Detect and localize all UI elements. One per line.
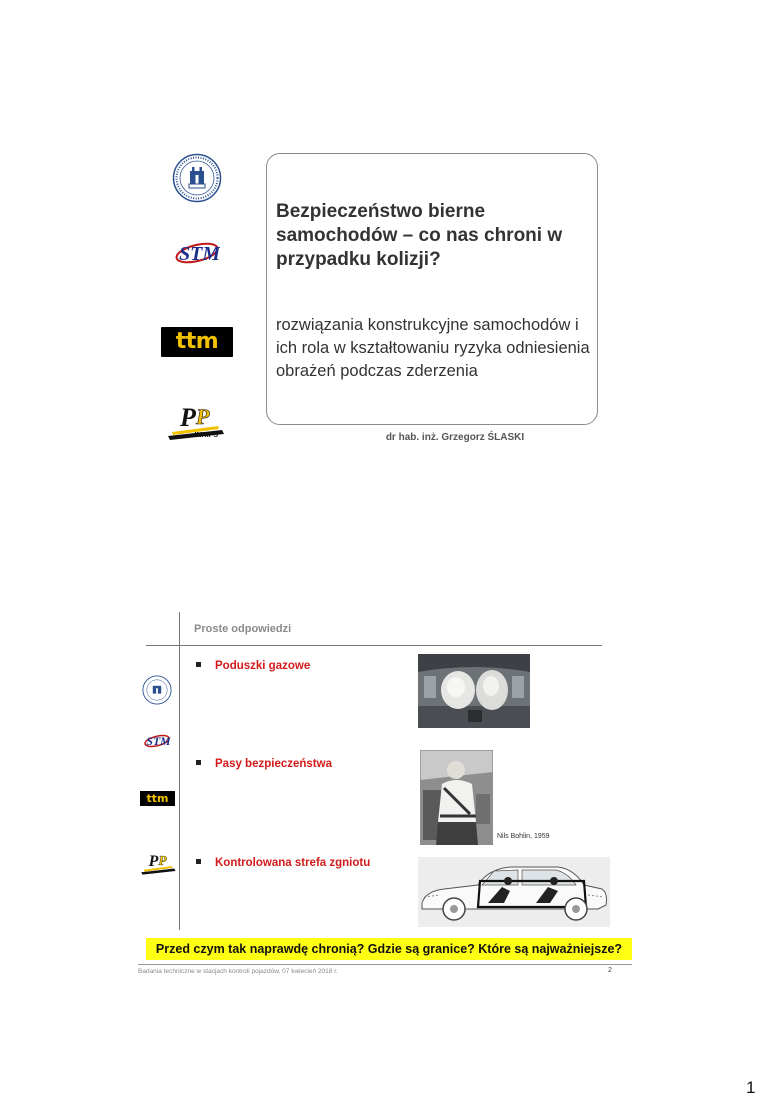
svg-text:P: P xyxy=(196,404,210,429)
bullet-seatbelts xyxy=(196,758,332,770)
bullet-label: Kontrolowana strefa zgniotu xyxy=(215,857,371,869)
bullet-square-icon xyxy=(196,760,201,765)
pimrips-logo xyxy=(166,402,228,440)
crumple-zone-diagram xyxy=(418,857,610,927)
slide2-vertical-divider xyxy=(179,612,180,930)
slide2-footer: Badania techniczne w stacjach kontroli pojazdów, 07 kwiecień 2018 r. xyxy=(138,968,338,975)
ttm-logo: ttm xyxy=(161,327,233,357)
svg-text:P: P xyxy=(158,852,167,868)
bullet-crumple-zone xyxy=(196,857,370,869)
university-seal-logo-small xyxy=(142,675,172,705)
pimrips-logo-small xyxy=(140,851,178,875)
university-seal-logo xyxy=(172,153,222,203)
bullet-square-icon xyxy=(196,662,201,667)
airbag-photo xyxy=(418,654,530,728)
slide2-footer-divider xyxy=(138,964,632,965)
slide2-header: Proste odpowiedzi xyxy=(194,623,292,635)
slide2-number: 2 xyxy=(608,967,612,974)
slide2-horizontal-divider xyxy=(146,645,602,646)
presentation-title: Bezpieczeństwo bierne samochodów – co nas chroni w przypadku kolizji? xyxy=(276,201,563,270)
svg-text:P: P xyxy=(148,853,159,871)
key-question-banner: Przed czym tak naprawdę chronią? Gdzie są granice? Które są najważniejsze? xyxy=(146,938,632,960)
author: dr hab. inż. Grzegorz ŚLASKI xyxy=(385,432,525,443)
page-number: 1 xyxy=(746,1078,756,1097)
svg-text:P: P xyxy=(180,403,196,432)
nils-bohlin-photo xyxy=(420,750,493,845)
bullet-label: Pasy bezpieczeństwa xyxy=(215,758,332,770)
title-frame xyxy=(266,153,598,425)
stm-logo xyxy=(174,236,220,270)
svg-text:STM: STM xyxy=(146,735,171,749)
svg-text:STM: STM xyxy=(179,243,220,265)
ttm-logo-small: ttm xyxy=(140,791,175,806)
presentation-subtitle: rozwiązania konstrukcyjne samochodów i ich rola w kształtowaniu ryzyka odniesienia obrażeń podczas zderzenia xyxy=(276,316,590,380)
stm-logo-small xyxy=(143,731,171,751)
bullet-label: Poduszki gazowe xyxy=(215,660,311,672)
bullet-airbags xyxy=(196,660,310,672)
svg-text:IMRIPS: IMRIPS xyxy=(194,432,219,439)
photo-caption: Nils Bohlin, 1959 xyxy=(497,833,550,840)
bullet-square-icon xyxy=(196,859,201,864)
